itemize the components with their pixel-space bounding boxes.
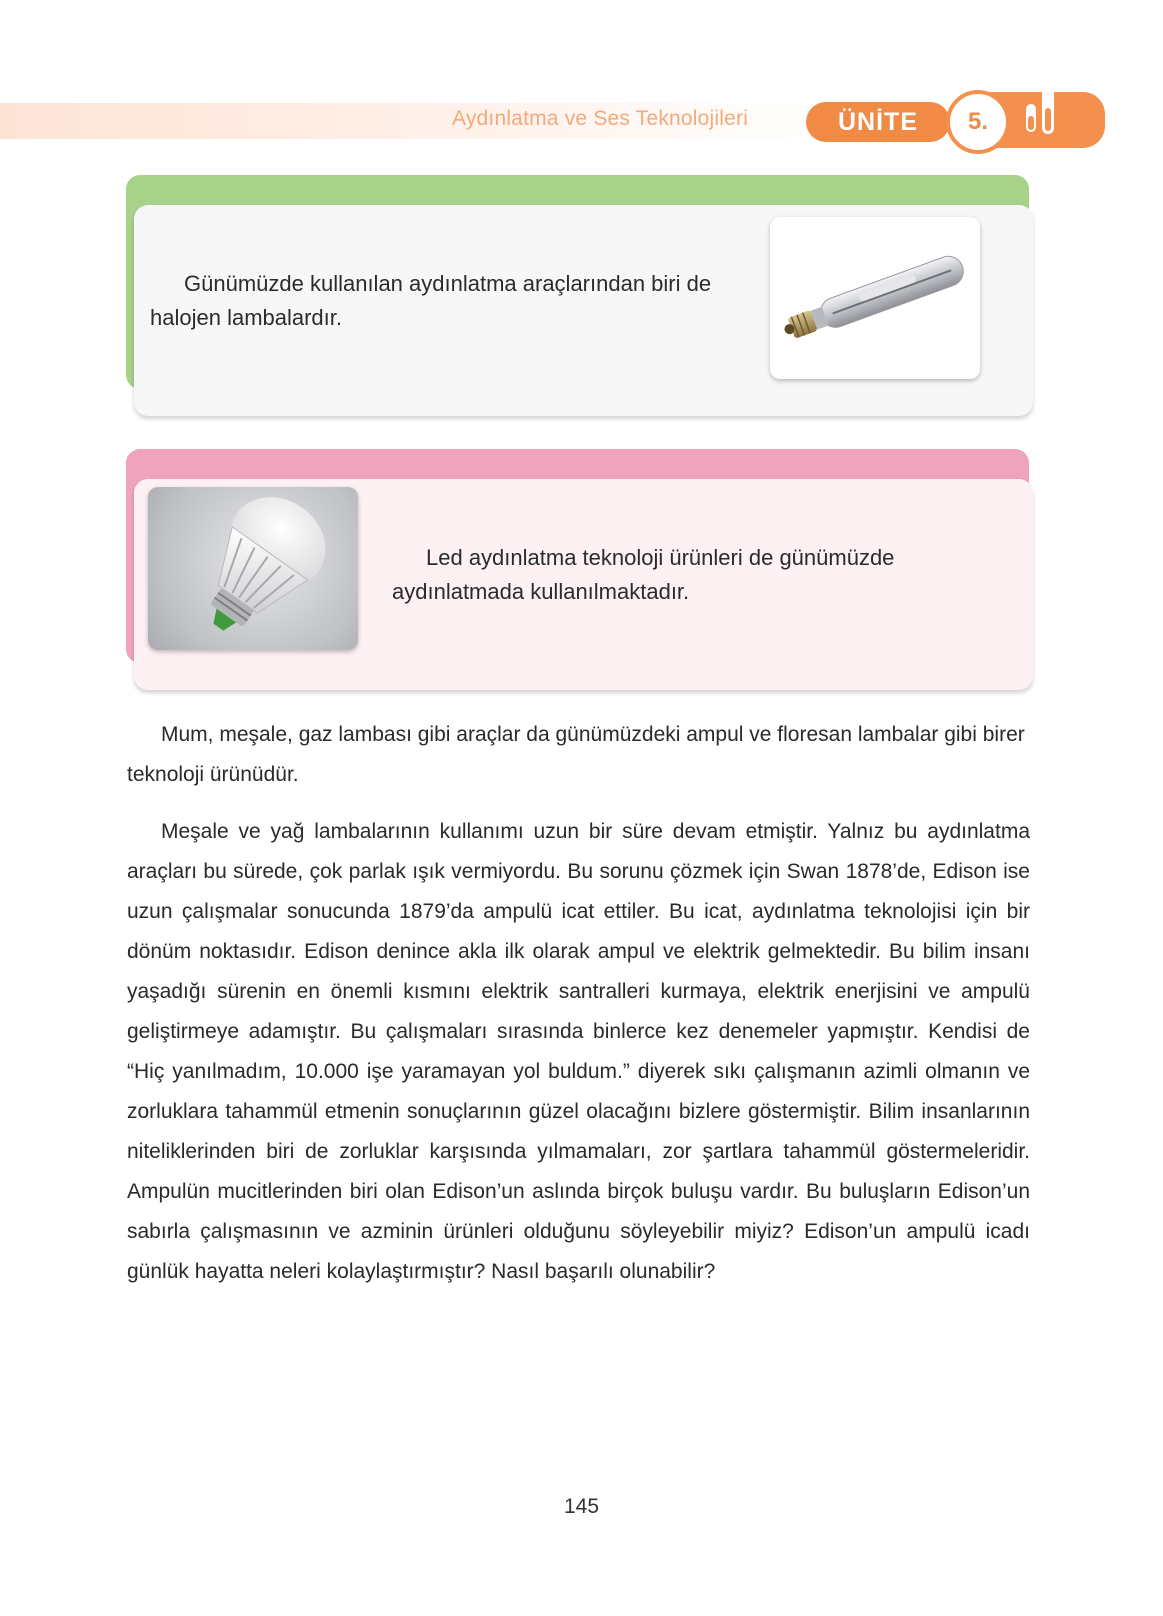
callout-frame [126, 449, 1029, 663]
callout-panel [134, 205, 1033, 416]
unit-title: Aydınlatma ve Ses Teknolojileri [452, 107, 749, 130]
callout-text: Led aydınlatma teknoloji ürünleri de günümüzde aydınlatmada kullanılmaktadır. [392, 545, 895, 604]
paragraph: Meşale ve yağ lambalarının kullanımı uzun bir süre devam etmiştir. Yalnız bu aydınlatma araçları bu sürede, çok parlak ışık vermiyordu. Bu sorunu çözmek için Swan 1878’de, Edison ise uzun çalışmalar sonucunda 1879’da ampulü icat ettiler. Bu icat, aydınlatma teknolojisi için bir dönüm noktasıdır. Edison denince akla ilk olarak ampul ve elektrik gelmektedir. Bu bilim insanı yaşadığı sürenin en önemli kısmını elektrik santralleri kurmaya, elektrik enerjisini ve ampulü geliştirmeye adamıştır. Bu çalışmaları sırasında binlerce kez denemeler yapmıştır. Kendisi de “Hiç yanılmadım, 10.000 işe yaramayan yol buldum.” diyerek sıkı çalışmanın azimli olmanın ve zorluklara tahammül etmenin sonuçlarının güzel olacağını bizlere göstermiştir. Bilim insanlarının niteliklerinden biri de zorluklar karşısında yılmamaları, zor şartlara tahammül göstermeleridir. Ampulün mucitlerinden biri olan Edison’un aslında birçok buluşu vardır. Bu buluşların Edison’un sabırla çalışmasının ve azminin ürünleri olduğunu söyleyebilir miyiz? Edison’un ampulü icadı günlük hayatta neleri kolaylaştırmıştır? Nasıl başarılı olunabilir? [127, 820, 1030, 1283]
callout-text: Günümüzde kullanılan aydınlatma araçlarından biri de halojen lambalardır. [150, 271, 712, 330]
paragraph: Mum, meşale, gaz lambası gibi araçlar da günümüzdeki ampul ve floresan lambalar gibi birer teknoloji ürünüdür. [127, 723, 1025, 786]
page-number: 145 [563, 1495, 600, 1518]
test-tubes-icon [1018, 82, 1078, 142]
unit-number: 5. [946, 90, 1010, 154]
unit-label: ÜNİTE [806, 102, 950, 142]
callout-panel [134, 479, 1033, 690]
halogen-lamp-photo [770, 217, 980, 379]
led-bulb-photo [148, 487, 358, 650]
callout-frame [126, 175, 1029, 389]
